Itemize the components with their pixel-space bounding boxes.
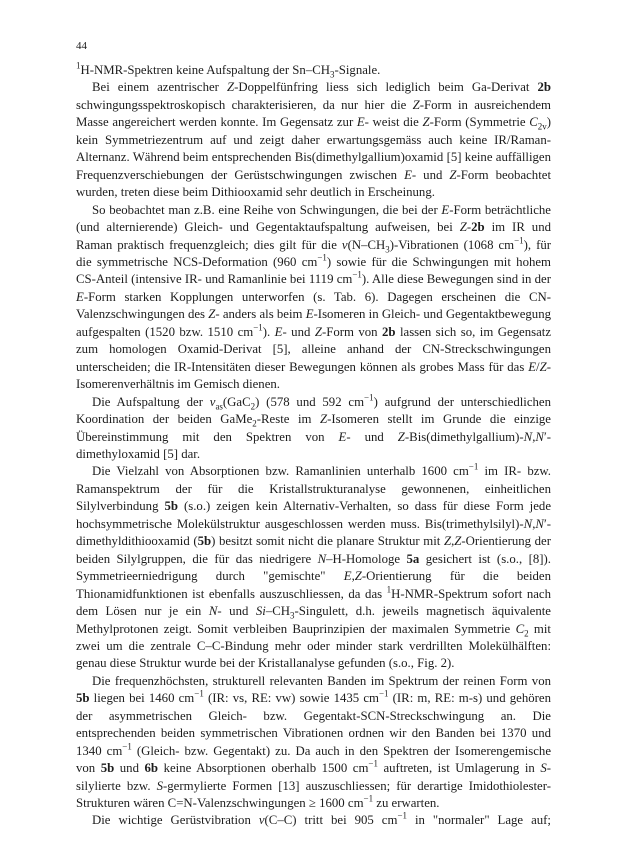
- paragraph-vibrations: So beobachtet man z.B. eine Reihe von Schwingungen, die bei der E-Form beträchtliche (und alternierende) Gleich- und Gegentaktaufspaltung aufweisen, bei Z-2b im IR und Raman praktisch frequenzgleich; dies gilt für die $\nu(N-CH_3)$-Vibrationen (1068 $cm^{-1}$), für die symmetrische NCS-Deformation (960 $cm^{-1}$) sowie für die Schwingungen mit hohem CS-Anteil (intensive IR- und Ramanlinie bei 1119 $cm^{-1}$). Alle diese Bewegungen sind in der E-Form starken Kopplungen unterworfen (s. Tab. 6). Dagegen erscheinen die CN-Valenzschwingungen des Z- anders als beim E-Isomeren in Gleich- und Gegentaktbewegung aufgespalten (1520 bzw. 1510 $cm^{-1}$). E- und Z-Form von 2b lassen sich so, im Gegensatz zum homologen Oxamid-Derivat [5], alleine anhand der CN-Streckschwingungen unterscheiden; die IR-Intensitäten dieser Bewegungen können als grobes Mass für das E/Z-Isomerenverhältnis im Gemisch dienen.: [76, 202, 552, 392]
- body-text: [76, 62, 551, 830]
- paragraph-gac2-splitting: Die Aufspaltung der $\nu_{as}(GaC_2)$ (578 und 592 $cm^{-1}$) aufgrund der unterschiedlichen Koordination der beiden GaMe$_2$-Reste im Z-Isomeren stellt im Grunde die einzige Übereinstimmung mit den Spektren von E- und Z-Bis(dimethylgallium)-N,N′-dimethyloxamid [5] dar.: [76, 392, 552, 461]
- paragraph-highest-bands: Die frequenzhöchsten, strukturell relevanten Banden im Spektrum der reinen Form von 5b liegen bei 1460 $cm^{-1}$ (IR: vs, RE: vw) sowie 1435 $cm^{-1}$ (IR: m, RE: m-s) und gehören der asymmetrischen Gleich- bzw. Gegentakt-SCN-Streckschwingung an. Die entsprechenden beiden symmetrischen Vibrationen ordnen wir den Banden bei 1370 und 1340 $cm^{-1}$ (Gleich- bzw. Gegentakt) zu. Da auch in den Spektren der Isomerengemische von 5b und 6b keine Absorptionen oberhalb 1500 $cm^{-1}$ auftreten, ist Umlagerung in S-silylierte bzw. S-germylierte Formen [13] auszuschliessen; für derartige Imidothiolester-Strukturen wären C=N-Valenzschwingungen ≥ 1600 $cm^{-1}$ zu erwarten.: [76, 673, 551, 811]
- paragraph-z-form-ga: Bei einem azentrischer Z-Doppelfünfring liess sich lediglich beim Ga-Derivat 2b schwingungsspektroskopisch charakterisieren, da nur hier die Z-Form in ausreichendem Masse angereichert werden konnte. Im Gegensatz zur E- weist die Z-Form (Symmetrie $C_{2v}$) kein Symmetriezentrum auf und zeigt daher erwartungsgemäss auch keine IR/Raman-Alternanz. Während beim entsprechenden Bis(dimethylgallium)oxamid [5] keine auffälligen Frequenzverschiebungen der Gerüstschwingungen zwischen E- und Z-Form beobachtet wurden, treten diese beim Dithiooxamid sehr deutlich in Erscheinung.: [76, 80, 551, 200]
- paragraph-cc-vibration: Die wichtige Gerüstvibration ν(C–C) tritt bei 905 $cm^{-1}$ in "normaler" Lage auf;: [92, 811, 551, 828]
- paragraph-silyl-compound: Die Vielzahl von Absorptionen bzw. Ramanlinien unterhalb 1600 $cm^{-1}$ im IR- bzw. Ramanspektrum der für die Kristallstrukturanalyse gewonnenen, einheitlichen Silylverbindung 5b (s.o.) zeigen kein Alternativ-Verhalten, so dass für diese Form jede hochsymmetrische Molekülstruktur ausgeschlossen werden muss. Bis(trimethylsilyl)-N,N′-dimethyldithiooxamid (5b) besitzt somit nicht die planare Struktur mit Z,Z-Orientierung der beiden Silylgruppen, die für das niedrigere N–H-Homologe 5a gesichert ist (s.o., [8]). Symmetrieerniedrigung durch "gemischte" E,Z-Orientierung für die beiden Thionamidfunktionen ist ebenfalls auszuschliessen, da das $^1$H-NMR-Spektrum sofort nach dem Lösen nur je ein N- und $Si-CH_3$-Singulett, d.h. jeweils magnetisch äquivalente Methylprotonen zeigt. Somit verbleiben Bauprinzipien der maximalen Symmetrie $C_2$ mit zwei um die zentrale C–C-Bindung mehr oder minder stark verdrillten Molekülhälften: genau diese Struktur wurde bei der Kristallanalyse gefunden (s.o., Fig. 2).: [76, 462, 552, 671]
- page-number: 44: [76, 40, 87, 52]
- paragraph-nmr-note: $^1$H-NMR-Spektren keine Aufspaltung der $Sn-CH_3$-Signale.: [76, 60, 381, 80]
